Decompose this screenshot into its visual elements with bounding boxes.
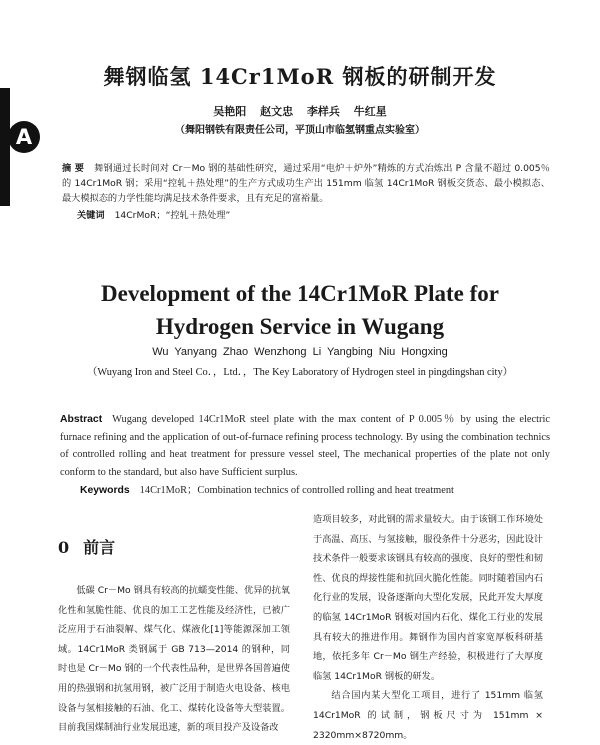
english-title-line-1: Development of the 14Cr1MoR Plate for	[101, 281, 499, 306]
section-title: 前言	[83, 538, 116, 557]
chinese-abstract	[62, 161, 550, 206]
chinese-affiliation: （舞阳钢铁有限责任公司，平顶山市临氢钢重点实验室）	[175, 125, 425, 136]
section-heading	[58, 535, 115, 558]
english-abstract-text: Wugang developed 14Cr1MoR steel plate with the max content of P 0.005％ by using the electric furnace refining and the application of out-of-furnace refining process technology. By using the combination technics of controlled rolling and heat treatment for pressure vessel steel, The mechanical properties of the plate not only conform to the standard, but also have Sufficient surplus.	[60, 414, 550, 478]
chinese-title: 舞钢临氢 14Cr1MoR 钢板的研制开发	[103, 64, 497, 89]
right-column	[313, 510, 543, 745]
chinese-keywords-label: 关键词	[77, 210, 105, 221]
chinese-authors: 吴艳阳 赵文忠 李样兵 牛红星	[213, 105, 387, 118]
english-keywords	[80, 481, 454, 496]
left-column-paragraph: 低碳 Cr－Mo 钢具有较高的抗蠕变性能、优异的抗氧化性和氢脆性能、优良的加工工艺性能及经济性，已被广泛应用于石油裂解、煤气化、煤液化[1]等能源深加工领域。14Cr1MoR 类钢属于 GB 713—2014 的钢种，同时也是 Cr－Mo 钢的一个代表性品种，是世界各国普遍使用的热强钢和抗氢用钢，被广泛用于制造火电设备、核电设备与氢相接触的石油、化工、煤转化设备等大型装置。目前我国煤制油行业发展迅速，新的项目投产及设备改	[58, 585, 290, 734]
english-abstract-label: Abstract	[60, 414, 103, 425]
chinese-abstract-label: 摘 要	[62, 163, 85, 174]
english-affiliation: （Wuyang Iron and Steel Co．，Ltd．，The Key Laboratory of Hydrogen steel in pingdingshan city）	[86, 367, 514, 378]
right-column-paragraph-1: 造项目较多，对此钢的需求量较大。由于该钢工作环境处于高温、高压、与氢接触，服役条件十分恶劣，因此设计技术条件一般要求该钢具有较高的强度、良好的塑性和韧性、优良的焊接性能和抗回火脆化性能。同时随着国内石化行业的发展，设备逐渐向大型化发展，民此开发大厚度的临氢 14Cr1MoR 钢板对国内石化、煤化工行业的发展具有较大的推进作用。舞钢作为国内首家宽厚板科研基地，依托多年 Cr－Mo 钢生产经验，积极进行了大厚度临氢 14Cr1MoR 钢板的研发。	[313, 514, 543, 682]
english-abstract	[60, 411, 550, 481]
english-keywords-text: 14Cr1MoR；Combination technics of controlled rolling and heat treatment	[139, 485, 454, 496]
english-title	[0, 277, 600, 343]
right-column-paragraph-2: 结合国内某大型化工项目，进行了 151mm 临氢 14Cr1MoR 的试制，钢板尺寸为 151mm × 2320mm×8720mm。	[313, 690, 543, 741]
english-keywords-label: Keywords	[80, 485, 130, 496]
section-letter-badge: A	[8, 121, 40, 153]
chinese-keywords-text: 14CrMoR；“控轧＋热处理”	[114, 210, 231, 221]
chinese-keywords	[77, 208, 230, 223]
chinese-abstract-text: 舞钢通过长时间对 Cr－Mo 钢的基础性研究，通过采用“电炉＋炉外”精炼的方式冶炼出 P 含量不超过 0.005％ 的 14Cr1MoR 钢；采用“控轧＋热处理”的生产方式成功生产出 151mm 临氢 14Cr1MoR 钢板交货态、最小模拟态、最大模拟态的力学性能均满足技术条件要求，且有充足的富裕量。	[62, 163, 550, 204]
section-number: 0	[58, 538, 70, 557]
english-authors: Wu Yanyang Zhao Wenzhong Li Yangbing Niu Hongxing	[152, 346, 448, 358]
english-title-line-2: Hydrogen Service in Wugang	[155, 314, 445, 339]
